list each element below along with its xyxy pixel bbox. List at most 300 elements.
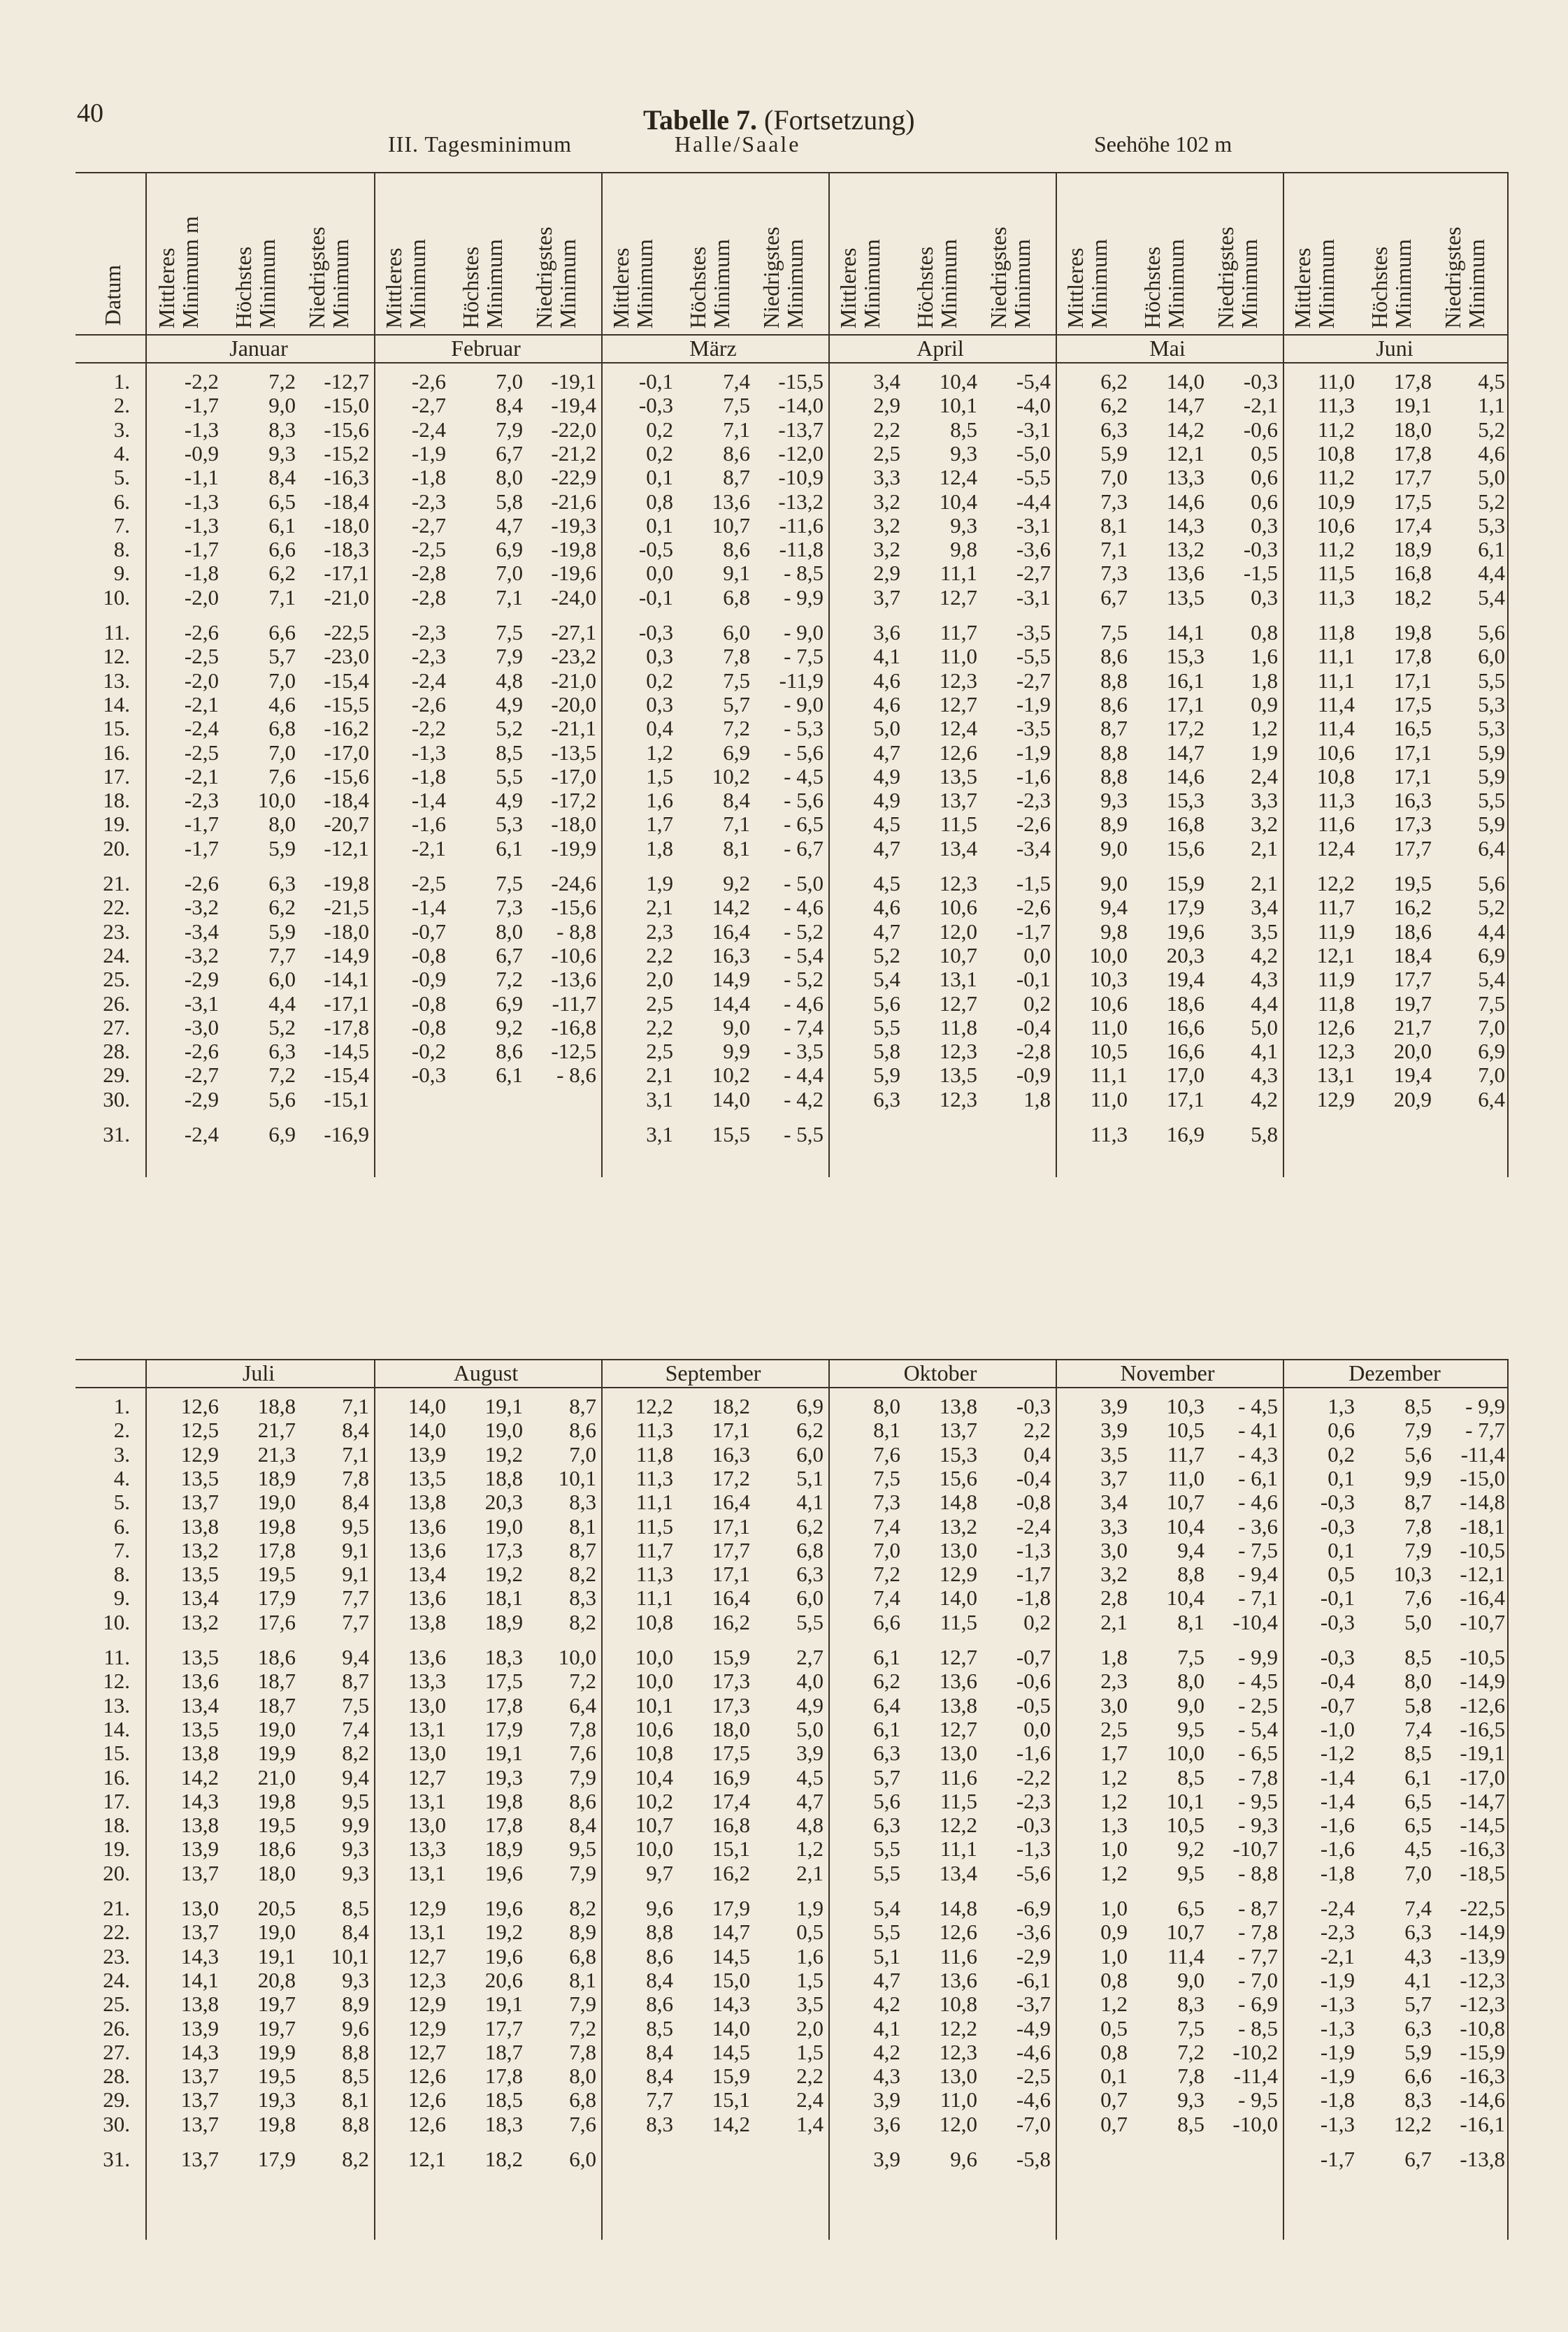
- value-cell: 7,2: [873, 1562, 900, 1587]
- table-title-suffix: (Fortsetzung): [764, 104, 915, 136]
- day-number: 4.: [113, 1465, 130, 1490]
- value-cell: 18,9: [484, 1609, 523, 1634]
- value-cell: 8,3: [569, 1585, 596, 1611]
- value-cell: -1,7: [184, 393, 219, 418]
- value-cell: 17,8: [1393, 644, 1432, 669]
- value-cell: 18,7: [484, 2039, 523, 2064]
- value-cell: -1,3: [1016, 1836, 1051, 1862]
- value-cell: -2,5: [1016, 2064, 1051, 2089]
- value-cell: 2,9: [873, 393, 900, 418]
- table-right-rule: [1507, 1359, 1509, 2240]
- value-cell: 7,8: [1177, 2064, 1204, 2089]
- value-cell: - 5,2: [784, 967, 823, 992]
- value-cell: 14,0: [408, 1394, 446, 1418]
- value-cell: 15,3: [939, 1441, 977, 1467]
- value-cell: 7,4: [873, 1513, 900, 1539]
- value-cell: -14,6: [1460, 2087, 1505, 2113]
- value-cell: 7,0: [268, 668, 296, 693]
- value-cell: 11,7: [1317, 895, 1355, 920]
- value-cell: 3,5: [1251, 919, 1278, 944]
- value-cell: 8,5: [342, 2064, 369, 2089]
- value-cell: - 5,4: [1238, 1716, 1278, 1741]
- day-number: 12.: [103, 1669, 130, 1694]
- value-cell: -2,3: [1016, 1788, 1051, 1813]
- value-cell: 7,5: [342, 1692, 369, 1718]
- subtitle-altitude: Seehöhe 102 m: [1094, 131, 1232, 157]
- value-cell: 13,2: [1166, 537, 1204, 562]
- value-cell: 1,8: [646, 835, 673, 861]
- value-cell: 19,0: [484, 1418, 523, 1443]
- value-cell: 9,8: [1100, 919, 1128, 944]
- value-cell: -2,3: [1320, 1920, 1355, 1945]
- value-cell: -1,3: [1320, 2111, 1355, 2136]
- value-cell: -17,0: [551, 763, 596, 789]
- value-cell: -4,6: [1016, 2039, 1051, 2064]
- value-cell: 12,5: [180, 1418, 219, 1443]
- value-cell: 17,9: [257, 1585, 296, 1611]
- value-cell: 17,8: [484, 1692, 523, 1718]
- value-cell: -1,0: [1320, 1716, 1355, 1741]
- month-label: Oktober: [903, 1360, 977, 1385]
- day-number: 31.: [103, 2147, 130, 2171]
- value-cell: 17,3: [484, 1537, 523, 1562]
- value-cell: 7,2: [496, 967, 523, 992]
- value-cell: 11,7: [940, 620, 977, 645]
- value-cell: 19,5: [1393, 871, 1432, 895]
- value-cell: 0,3: [1251, 512, 1278, 538]
- value-cell: 6,2: [268, 895, 296, 920]
- value-cell: 13,0: [408, 1741, 446, 1766]
- day-number: 17.: [103, 763, 130, 789]
- value-cell: 19,1: [484, 1394, 523, 1418]
- value-cell: - 7,7: [1238, 1943, 1278, 1968]
- value-cell: 16,9: [712, 1764, 750, 1790]
- value-cell: -16,1: [1460, 2111, 1505, 2136]
- value-cell: 9,1: [342, 1537, 369, 1562]
- day-number: 18.: [103, 1813, 130, 1838]
- value-cell: 0,6: [1328, 1418, 1355, 1443]
- value-cell: -2,6: [184, 1039, 219, 1064]
- day-number: 5.: [113, 1490, 130, 1515]
- value-cell: -2,0: [184, 668, 219, 693]
- value-cell: 13,4: [939, 1860, 977, 1885]
- value-cell: 10,8: [1316, 440, 1355, 466]
- value-cell: 6,1: [268, 512, 296, 538]
- value-cell: 10,2: [712, 1063, 750, 1088]
- value-cell: 8,3: [268, 417, 296, 442]
- value-cell: 17,9: [257, 2147, 296, 2171]
- value-cell: 17,8: [484, 1813, 523, 1838]
- value-cell: -4,4: [1016, 489, 1051, 514]
- value-cell: 17,8: [257, 1537, 296, 1562]
- value-cell: -2,1: [184, 691, 219, 717]
- value-cell: - 8,7: [1238, 1896, 1278, 1920]
- value-cell: -15,4: [324, 668, 369, 693]
- value-cell: 15,9: [712, 2064, 750, 2089]
- value-cell: 0,2: [646, 417, 673, 442]
- month-label: Mai: [1149, 336, 1186, 361]
- value-cell: - 5,3: [784, 716, 823, 741]
- value-cell: 14,2: [712, 895, 750, 920]
- value-cell: 3,2: [1251, 812, 1278, 837]
- month-label: Februar: [451, 336, 521, 361]
- day-number: 17.: [103, 1788, 130, 1813]
- value-cell: 2,8: [1100, 1585, 1128, 1611]
- value-cell: -2,5: [184, 740, 219, 765]
- column-header-mean-min: Mittleres Minimum m: [154, 216, 203, 329]
- value-cell: 0,6: [1251, 465, 1278, 490]
- value-cell: 5,9: [268, 919, 296, 944]
- value-cell: 3,9: [873, 2147, 900, 2171]
- value-cell: 13,6: [408, 1537, 446, 1562]
- value-cell: 4,2: [873, 2039, 900, 2064]
- value-cell: 5,9: [268, 835, 296, 861]
- value-cell: 1,7: [646, 812, 673, 837]
- value-cell: -2,6: [411, 691, 446, 717]
- value-cell: 6,2: [796, 1418, 823, 1443]
- value-cell: - 5,5: [784, 1122, 823, 1146]
- value-cell: 11,1: [1317, 644, 1355, 669]
- value-cell: -2,7: [411, 512, 446, 538]
- value-cell: 8,8: [342, 2039, 369, 2064]
- value-cell: - 9,4: [1238, 1562, 1278, 1587]
- value-cell: 12,0: [939, 919, 977, 944]
- value-cell: 11,1: [1090, 1063, 1128, 1088]
- day-number: 5.: [113, 465, 130, 490]
- value-cell: -5,0: [1016, 440, 1051, 466]
- value-cell: 8,6: [723, 537, 750, 562]
- day-number: 21.: [103, 1896, 130, 1920]
- value-cell: 13,5: [180, 1716, 219, 1741]
- value-cell: -2,1: [1320, 1943, 1355, 1968]
- value-cell: 5,5: [796, 1609, 823, 1634]
- value-cell: 11,6: [940, 1764, 977, 1790]
- value-cell: 2,3: [646, 919, 673, 944]
- value-cell: 6,3: [873, 1813, 900, 1838]
- value-cell: 13,4: [939, 835, 977, 861]
- value-cell: - 5,6: [784, 740, 823, 765]
- value-cell: 5,5: [873, 1860, 900, 1885]
- value-cell: 13,6: [408, 1513, 446, 1539]
- value-cell: 11,4: [1317, 691, 1355, 717]
- value-cell: -2,2: [1016, 1764, 1051, 1790]
- value-cell: 0,6: [1251, 489, 1278, 514]
- value-cell: 8,7: [342, 1669, 369, 1694]
- value-cell: 10,1: [331, 1943, 369, 1968]
- value-cell: 10,0: [257, 788, 296, 813]
- value-cell: 12,7: [939, 584, 977, 610]
- value-cell: 2,0: [646, 967, 673, 992]
- day-number: 26.: [103, 2015, 130, 2040]
- column-header-lowest-min: Niedrigstes Minimum: [986, 226, 1035, 329]
- value-cell: -1,3: [411, 740, 446, 765]
- day-number: 28.: [103, 2064, 130, 2089]
- value-cell: 0,7: [1100, 2087, 1128, 2113]
- value-cell: 14,3: [180, 1943, 219, 1968]
- value-cell: 7,7: [342, 1585, 369, 1611]
- value-cell: 12,9: [939, 1562, 977, 1587]
- month-rule: [75, 1387, 1509, 1388]
- value-cell: 0,1: [1328, 1465, 1355, 1490]
- value-cell: 18,7: [257, 1669, 296, 1694]
- value-cell: -0,9: [411, 967, 446, 992]
- value-cell: - 9,9: [1465, 1394, 1505, 1418]
- value-cell: 18,0: [257, 1860, 296, 1885]
- value-cell: - 4,3: [1238, 1441, 1278, 1467]
- value-cell: 1,8: [1023, 1086, 1051, 1111]
- value-cell: -3,2: [184, 942, 219, 967]
- value-cell: 12,1: [1316, 942, 1355, 967]
- value-cell: 5,5: [1478, 788, 1505, 813]
- value-cell: 14,3: [712, 1992, 750, 2017]
- value-cell: 12,3: [408, 1967, 446, 1992]
- value-cell: -0,5: [1016, 1692, 1051, 1718]
- value-cell: 19,6: [484, 1896, 523, 1920]
- value-cell: 8,1: [342, 2087, 369, 2113]
- value-cell: 9,1: [723, 561, 750, 586]
- value-cell: -2,5: [411, 537, 446, 562]
- value-cell: 8,7: [1404, 1490, 1432, 1515]
- value-cell: 9,3: [1100, 788, 1128, 813]
- value-cell: 12,4: [939, 716, 977, 741]
- value-cell: 11,5: [1317, 561, 1355, 586]
- value-cell: -18,0: [324, 512, 369, 538]
- day-number: 19.: [103, 1836, 130, 1862]
- value-cell: 13,4: [180, 1692, 219, 1718]
- value-cell: 3,9: [873, 2087, 900, 2113]
- value-cell: 7,1: [268, 584, 296, 610]
- value-cell: -1,6: [411, 812, 446, 837]
- value-cell: 8,5: [646, 2015, 673, 2040]
- day-number: 1.: [113, 1394, 130, 1418]
- value-cell: 5,5: [873, 1014, 900, 1039]
- value-cell: 1,2: [1100, 1764, 1128, 1790]
- value-cell: 11,2: [1317, 417, 1355, 442]
- value-cell: 7,6: [569, 2111, 596, 2136]
- value-cell: 19,9: [257, 1741, 296, 1766]
- value-cell: - 8,8: [556, 919, 596, 944]
- day-number: 24.: [103, 942, 130, 967]
- value-cell: -13,5: [551, 740, 596, 765]
- value-cell: -18,5: [1460, 1860, 1505, 1885]
- value-cell: - 8,6: [556, 1063, 596, 1088]
- value-cell: -14,1: [324, 967, 369, 992]
- day-number: 10.: [103, 584, 130, 610]
- value-cell: -2,5: [411, 871, 446, 895]
- value-cell: -3,0: [184, 1014, 219, 1039]
- value-cell: 5,0: [1251, 1014, 1278, 1039]
- day-number: 29.: [103, 1063, 130, 1088]
- value-cell: 10,8: [635, 1741, 673, 1766]
- value-cell: 21,3: [257, 1441, 296, 1467]
- value-cell: 14,8: [939, 1490, 977, 1515]
- value-cell: -24,6: [551, 871, 596, 895]
- value-cell: 16,8: [1393, 561, 1432, 586]
- value-cell: -15,6: [551, 895, 596, 920]
- column-header-highest-min: Höchstes Minimum: [912, 238, 961, 329]
- value-cell: -1,9: [1320, 2064, 1355, 2089]
- value-cell: -19,8: [551, 537, 596, 562]
- value-cell: 4,5: [873, 812, 900, 837]
- value-cell: 4,1: [873, 644, 900, 669]
- value-cell: 19,5: [257, 1562, 296, 1587]
- value-cell: -0,3: [1016, 1813, 1051, 1838]
- value-cell: 13,6: [408, 1585, 446, 1611]
- day-number: 23.: [103, 919, 130, 944]
- value-cell: - 7,8: [1238, 1764, 1278, 1790]
- value-cell: 11,8: [635, 1441, 673, 1467]
- value-cell: 8,1: [1100, 512, 1128, 538]
- value-cell: 9,2: [1177, 1836, 1204, 1862]
- value-cell: 5,7: [873, 1764, 900, 1790]
- value-cell: 19,8: [1393, 620, 1432, 645]
- value-cell: 11,6: [940, 1943, 977, 1968]
- value-cell: -0,8: [1016, 1490, 1051, 1515]
- value-cell: 5,1: [873, 1943, 900, 1968]
- value-cell: 7,5: [723, 668, 750, 693]
- value-cell: 9,2: [496, 1014, 523, 1039]
- value-cell: 13,6: [939, 1669, 977, 1694]
- value-cell: 11,5: [635, 1513, 673, 1539]
- month-label: September: [665, 1360, 761, 1385]
- value-cell: 11,3: [635, 1562, 673, 1587]
- value-cell: 1,0: [1100, 1896, 1128, 1920]
- value-cell: 8,6: [569, 1788, 596, 1813]
- value-cell: 13,0: [180, 1896, 219, 1920]
- value-cell: 1,2: [1251, 716, 1278, 741]
- value-cell: -0,2: [411, 1039, 446, 1064]
- value-cell: -19,9: [551, 835, 596, 861]
- value-cell: 3,4: [1100, 1490, 1128, 1515]
- value-cell: 7,8: [723, 644, 750, 669]
- value-cell: 5,3: [496, 812, 523, 837]
- value-cell: -2,8: [1016, 1039, 1051, 1064]
- value-cell: -1,3: [184, 512, 219, 538]
- value-cell: 0,2: [1023, 1609, 1051, 1634]
- value-cell: 7,5: [1177, 2015, 1204, 2040]
- value-cell: 11,3: [1317, 393, 1355, 418]
- value-cell: 20,6: [484, 1967, 523, 1992]
- value-cell: 17,5: [484, 1669, 523, 1694]
- value-cell: 8,5: [496, 740, 523, 765]
- value-cell: 12,3: [939, 668, 977, 693]
- day-number: 30.: [103, 1086, 130, 1111]
- value-cell: 9,2: [723, 871, 750, 895]
- value-cell: 1,8: [1251, 668, 1278, 693]
- value-cell: 8,5: [342, 1896, 369, 1920]
- value-cell: 5,0: [796, 1716, 823, 1741]
- value-cell: -3,5: [1016, 620, 1051, 645]
- value-cell: 0,1: [1100, 2064, 1128, 2089]
- value-cell: 2,0: [796, 2015, 823, 2040]
- subtitle-element: III. Tagesminimum: [388, 131, 573, 157]
- value-cell: -3,6: [1016, 537, 1051, 562]
- value-cell: 11,6: [1317, 812, 1355, 837]
- value-cell: -1,7: [184, 835, 219, 861]
- value-cell: 11,0: [1090, 1014, 1128, 1039]
- value-cell: 13,8: [408, 1490, 446, 1515]
- value-cell: 8,0: [1404, 1669, 1432, 1694]
- value-cell: -10,9: [778, 465, 823, 490]
- value-cell: 4,4: [1251, 991, 1278, 1016]
- value-cell: 16,5: [1393, 716, 1432, 741]
- value-cell: 8,3: [1404, 2087, 1432, 2113]
- value-cell: 18,4: [1393, 942, 1432, 967]
- value-cell: 5,4: [873, 967, 900, 992]
- value-cell: 5,2: [873, 942, 900, 967]
- value-cell: 6,3: [1404, 1920, 1432, 1945]
- value-cell: 13,4: [408, 1562, 446, 1587]
- value-cell: -11,4: [1460, 1441, 1505, 1467]
- table-top-rule: [75, 172, 1509, 173]
- value-cell: 17,1: [1393, 740, 1432, 765]
- value-cell: 17,7: [712, 1537, 750, 1562]
- value-cell: 11,5: [940, 812, 977, 837]
- day-number: 18.: [103, 788, 130, 813]
- value-cell: -12,6: [1460, 1692, 1505, 1718]
- value-cell: 5,0: [1478, 465, 1505, 490]
- value-cell: 6,6: [873, 1609, 900, 1634]
- value-cell: 17,5: [712, 1741, 750, 1766]
- value-cell: 5,8: [1251, 1122, 1278, 1146]
- value-cell: 6,0: [723, 620, 750, 645]
- value-cell: 10,0: [635, 1836, 673, 1862]
- value-cell: 5,8: [873, 1039, 900, 1064]
- value-cell: 19,1: [484, 1741, 523, 1766]
- value-cell: -2,1: [411, 835, 446, 861]
- value-cell: -0,3: [1320, 1609, 1355, 1634]
- value-cell: 0,5: [1328, 1562, 1355, 1587]
- value-cell: 8,8: [1100, 763, 1128, 789]
- value-cell: 10,5: [1166, 1813, 1204, 1838]
- value-cell: 13,0: [408, 1692, 446, 1718]
- value-cell: 4,5: [796, 1764, 823, 1790]
- value-cell: -17,8: [324, 1014, 369, 1039]
- value-cell: 14,9: [712, 967, 750, 992]
- day-number: 9.: [113, 561, 130, 586]
- value-cell: 6,7: [496, 942, 523, 967]
- value-cell: 7,7: [268, 942, 296, 967]
- day-number: 21.: [103, 871, 130, 895]
- value-cell: 10,9: [1316, 489, 1355, 514]
- value-cell: 6,6: [268, 620, 296, 645]
- value-cell: 4,6: [1478, 440, 1505, 466]
- value-cell: 14,7: [1166, 740, 1204, 765]
- value-cell: 14,3: [1166, 512, 1204, 538]
- value-cell: 10,0: [558, 1645, 596, 1669]
- value-cell: 16,4: [712, 1585, 750, 1611]
- value-cell: 13,8: [408, 1609, 446, 1634]
- value-cell: 15,1: [712, 2087, 750, 2113]
- value-cell: 6,8: [723, 584, 750, 610]
- value-cell: 17,1: [712, 1562, 750, 1587]
- day-number: 7.: [113, 512, 130, 538]
- value-cell: 16,4: [712, 919, 750, 944]
- value-cell: 0,9: [1100, 1920, 1128, 1945]
- value-cell: -14,9: [1460, 1669, 1505, 1694]
- value-cell: -1,9: [411, 440, 446, 466]
- day-number: 26.: [103, 991, 130, 1016]
- value-cell: -1,4: [1320, 1764, 1355, 1790]
- value-cell: 9,5: [342, 1788, 369, 1813]
- column-header-datum: Datum: [100, 264, 125, 326]
- value-cell: - 6,1: [1238, 1465, 1278, 1490]
- value-cell: 14,6: [1166, 763, 1204, 789]
- value-cell: -11,6: [779, 512, 823, 538]
- value-cell: 8,2: [342, 1741, 369, 1766]
- value-cell: 9,3: [268, 440, 296, 466]
- value-cell: -2,3: [411, 620, 446, 645]
